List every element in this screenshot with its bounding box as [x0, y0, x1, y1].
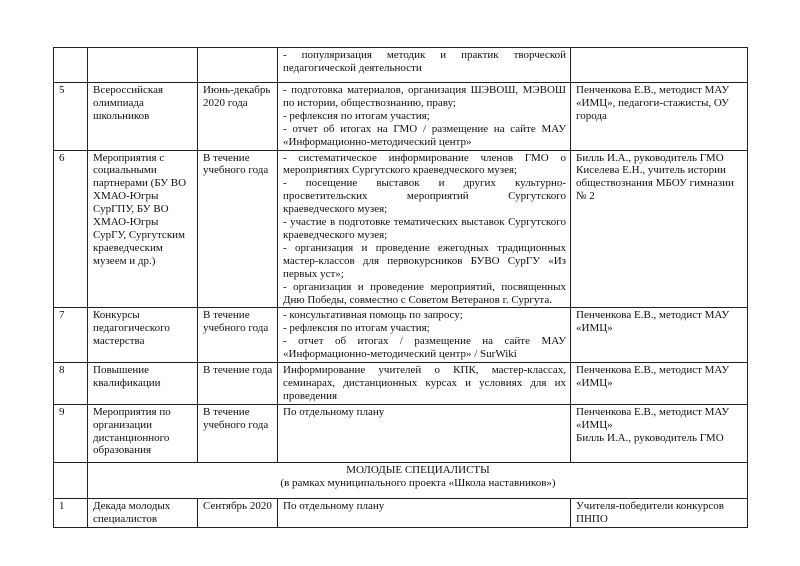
table-row [54, 363, 748, 405]
table-row [54, 404, 748, 462]
event-content-line: - организация и проведение мероприятий, посвященных Дню Победы, совместно с Советом Ветеранов г. Сургута. [283, 280, 566, 306]
event-content [278, 498, 571, 527]
table-row [54, 308, 748, 363]
event-period [198, 48, 278, 83]
event-content-line: - отчет об итогах на ГМО / размещение на сайте МАУ «Информационно-методический центр» [283, 122, 566, 148]
event-responsible [571, 363, 748, 405]
event-content-line: - отчет об итогах / размещение на сайте МАУ «Информационно-методический центр» / SurWiki [283, 335, 566, 361]
event-name: Мероприятия по организации дистанционного образования [88, 404, 198, 462]
event-responsible [571, 404, 748, 462]
event-content-line: По отдельному плану [283, 499, 385, 512]
section-subtitle: (в рамках муниципального проекта «Школа наставников») [280, 476, 556, 489]
event-content-line: - популяризация методик и практик творческой педагогической деятельности [283, 49, 566, 74]
event-responsible-line: Учителя-победители конкурсов ПНПО [576, 499, 724, 525]
section-title: МОЛОДЫЕ СПЕЦИАЛИСТЫ [346, 463, 490, 476]
event-content-line: - подготовка материалов, организация ШЭВОШ, МЭВОШ по истории, обществознанию, праву; [283, 84, 566, 109]
event-content [278, 150, 571, 308]
event-responsible-line: Киселева Е.Н., учитель истории обществознания МБОУ гимназии № 2 [576, 164, 734, 203]
event-responsible [571, 83, 748, 151]
event-responsible-line: Билль И.А., руководитель ГМО [576, 151, 724, 164]
event-responsible [571, 308, 748, 363]
event-responsible-line: Билль И.А., руководитель ГМО [576, 431, 724, 444]
event-responsible-line: Пенченкова Е.В., методист МАУ «ИМЦ» [576, 309, 730, 335]
event-period: В течение учебного года [198, 308, 278, 363]
event-content-line: - консультативная помощь по запросу; [283, 309, 463, 322]
row-number [54, 48, 88, 83]
event-name: Декада молодых специалистов [88, 498, 198, 527]
event-content-line: - участие в подготовке тематических выставок Сургутского краеведческого музея; [283, 216, 566, 241]
event-name: Мероприятия с социальными партнерами (БУ ВО ХМАО-Югры СурГПУ, БУ ВО ХМАО-Югры СурГУ, Сургутским краеведческим музеем и др.) [88, 150, 198, 308]
section-header [88, 462, 748, 498]
event-responsible [571, 150, 748, 308]
event-content [278, 404, 571, 462]
event-content [278, 363, 571, 405]
table-row [54, 83, 748, 151]
event-content [278, 83, 571, 151]
table-row [54, 150, 748, 308]
plan-table [53, 47, 748, 528]
event-responsible [571, 498, 748, 527]
event-responsible-line: Пенченкова Е.В., методист МАУ «ИМЦ» [576, 405, 730, 431]
event-period: В течение года [198, 363, 278, 405]
event-period: Июнь-декабрь 2020 года [198, 83, 278, 151]
table-row [54, 498, 748, 527]
event-content-line: По отдельному плану [283, 405, 385, 418]
event-name: Всероссийская олимпиада школьников [88, 83, 198, 151]
row-number: 9 [54, 404, 88, 462]
row-number: 1 [54, 498, 88, 527]
event-name: Повышение квалификации [88, 363, 198, 405]
event-content-line: - рефлексия по итогам участия; [283, 109, 430, 122]
event-period: В течение учебного года [198, 404, 278, 462]
row-number: 7 [54, 308, 88, 363]
table-row [54, 48, 748, 83]
event-content [278, 308, 571, 363]
event-responsible-line: Пенченкова Е.В., методист МАУ «ИМЦ» [576, 364, 730, 389]
event-content-line: - посещение выставок и других культурно-просветительских мероприятий Сургутского краеведческого музея; [283, 177, 566, 216]
row-number: 5 [54, 83, 88, 151]
event-content-line: Информирование учителей о КПК, мастер-классах, семинарах, дистанционных курсах и условиях для их проведения [283, 364, 566, 402]
row-number: 8 [54, 363, 88, 405]
event-period: Сентябрь 2020 [198, 498, 278, 527]
event-content [278, 48, 571, 83]
event-responsible-line: Пенченкова Е.В., методист МАУ «ИМЦ», педагоги-стажисты, ОУ города [576, 84, 730, 122]
event-name [88, 48, 198, 83]
row-number: 6 [54, 150, 88, 308]
event-name: Конкурсы педагогического мастерства [88, 308, 198, 363]
event-period: В течение учебного года [198, 150, 278, 308]
event-content-line: - систематическое информирование членов ГМО о мероприятиях Сургутского краеведческого музея; [283, 151, 566, 177]
event-content-line: - рефлексия по итогам участия; [283, 322, 430, 335]
section-number [54, 462, 88, 498]
event-content-line: - организация и проведение ежегодных традиционных мастер-классов для первокурсников БУВО СурГУ «Из первых уст»; [283, 241, 566, 280]
section-header-row [54, 462, 748, 498]
event-responsible [571, 48, 748, 83]
